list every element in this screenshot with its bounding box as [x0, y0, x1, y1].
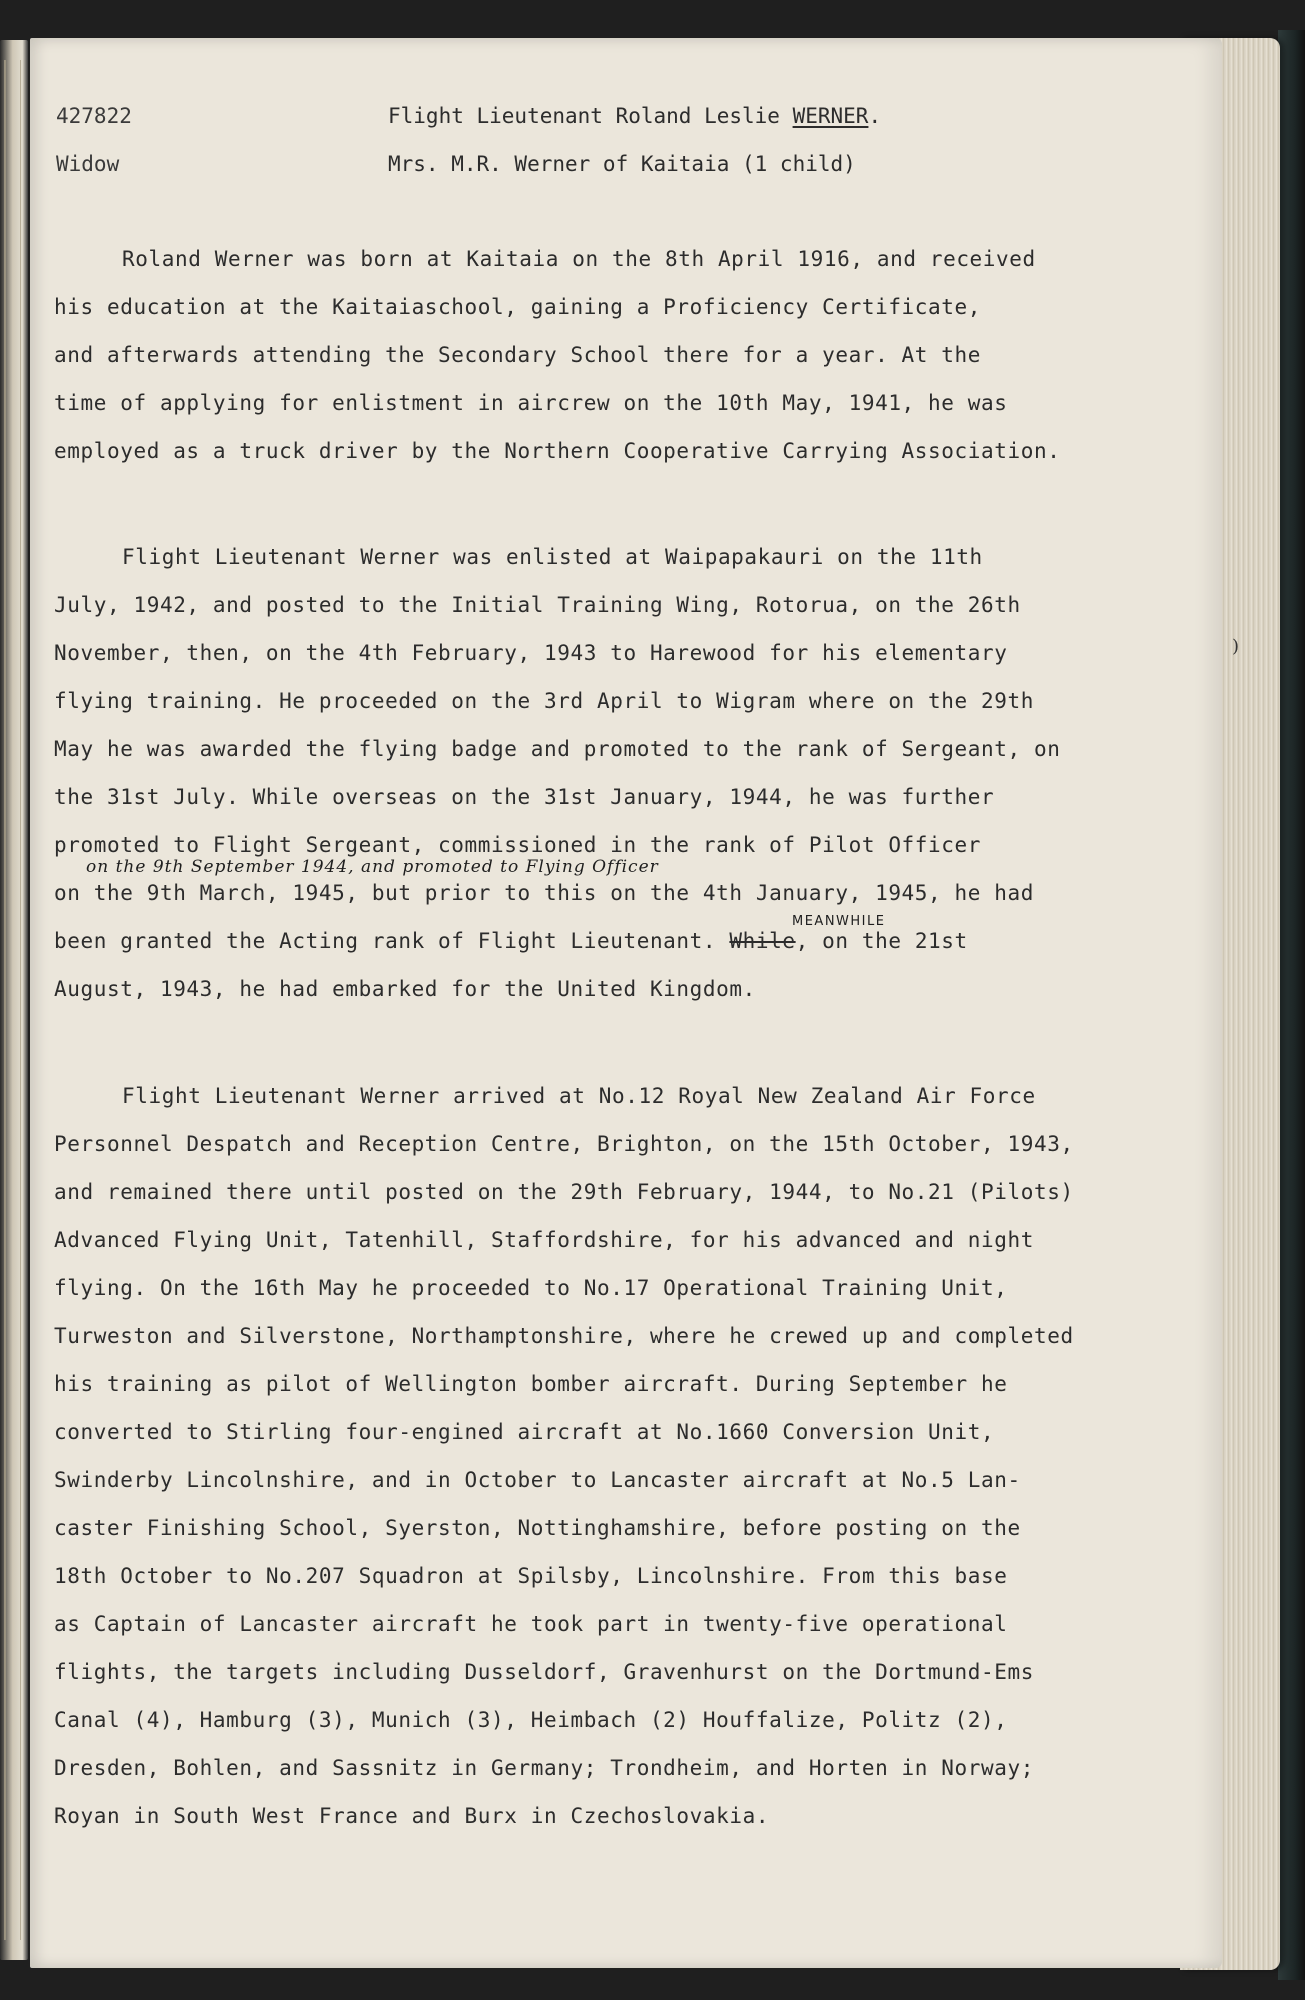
text-line: Canal (4), Hamburg (3), Munich (3), Heimbach (2) Houffalize, Politz (2), — [54, 1708, 1008, 1732]
handwritten-insertion: on the 9th September 1944, and promoted to Flying Officer — [86, 857, 659, 877]
text-line: and remained there until posted on the 29th February, 1944, to No.21 (Pilots) — [54, 1180, 1074, 1204]
text-line: August, 1943, he had embarked for the United Kingdom. — [54, 977, 756, 1001]
text-segment: , on the 21st — [795, 929, 968, 953]
text-line: Personnel Despatch and Reception Centre, Brighton, on the 15th October, 1943, — [54, 1132, 1074, 1156]
text-line: flying. On the 16th May he proceeded to No.17 Operational Training Unit, — [54, 1276, 1008, 1300]
text-line: as Captain of Lancaster aircraft he took part in twenty-five operational — [54, 1612, 1008, 1636]
text-line — [54, 929, 968, 953]
struck-word: While — [729, 929, 796, 953]
text-line: Swinderby Lincolnshire, and in October to Lancaster aircraft at No.5 Lan- — [54, 1468, 1021, 1492]
text-line: November, then, on the 4th February, 1943 to Harewood for his elementary — [54, 641, 1008, 665]
left-page-fold — [4, 60, 21, 1940]
text-line: converted to Stirling four-engined aircraft at No.1660 Conversion Unit, — [54, 1420, 995, 1444]
text-line: promoted to Flight Sergeant, commissioned in the rank of Pilot Officer — [54, 833, 982, 857]
text-line: Royan in South West France and Burx in Czechoslovakia. — [54, 1804, 770, 1828]
title-surname: WERNER — [792, 104, 869, 128]
text-line: his training as pilot of Wellington bomber aircraft. During September he — [54, 1372, 1008, 1396]
next-of-kin-label: Widow — [56, 152, 120, 176]
text-line: time of applying for enlistment in aircrew on the 10th May, 1941, he was — [54, 391, 1008, 415]
text-line: flying training. He proceeded on the 3rd April to Wigram where on the 29th — [54, 689, 1034, 713]
text-line: flights, the targets including Dusseldorf, Gravenhurst on the Dortmund-Ems — [54, 1660, 1034, 1684]
text-line: his education at the Kaitaiaschool, gaining a Proficiency Certificate, — [54, 295, 982, 319]
book-cover-edge — [1278, 30, 1305, 1980]
service-number: 427822 — [56, 104, 132, 128]
text-line: May he was awarded the flying badge and promoted to the rank of Sergeant, on — [54, 737, 1061, 761]
text-line: Flight Lieutenant Werner arrived at No.12 Royal New Zealand Air Force — [122, 1084, 1036, 1108]
document-page — [30, 38, 1222, 1968]
text-line: employed as a truck driver by the Northern Cooperative Carrying Association. — [54, 439, 1061, 463]
page-title — [388, 104, 881, 128]
text-line: 18th October to No.207 Squadron at Spilsby, Lincolnshire. From this base — [54, 1564, 1008, 1588]
text-segment: been granted the Acting rank of Flight Lieutenant. — [54, 929, 730, 953]
text-line: July, 1942, and posted to the Initial Training Wing, Rotorua, on the 26th — [54, 593, 1021, 617]
page-edge-mark: ) — [1232, 636, 1240, 657]
title-suffix: . — [868, 104, 882, 128]
text-line: the 31st July. While overseas on the 31st January, 1944, he was further — [54, 785, 995, 809]
text-line: caster Finishing School, Syerston, Nottinghamshire, before posting on the — [54, 1516, 1021, 1540]
text-line: and afterwards attending the Secondary School there for a year. At the — [54, 343, 982, 367]
text-line: Dresden, Bohlen, and Sassnitz in Germany; Trondheim, and Horten in Norway; — [54, 1756, 1034, 1780]
next-of-kin: Mrs. M.R. Werner of Kaitaia (1 child) — [388, 152, 856, 176]
text-line: Flight Lieutenant Werner was enlisted at Waipapakauri on the 11th — [122, 545, 983, 569]
title-name: Flight Lieutenant Roland Leslie — [388, 104, 793, 128]
text-line: Advanced Flying Unit, Tatenhill, Staffordshire, for his advanced and night — [54, 1228, 1034, 1252]
handwritten-correction: MEANWHILE — [792, 914, 886, 929]
text-line: on the 9th March, 1945, but prior to this on the 4th January, 1945, he had — [54, 881, 1034, 905]
text-line: Roland Werner was born at Kaitaia on the 8th April 1916, and received — [122, 247, 1036, 271]
text-line: Turweston and Silverstone, Northamptonshire, where he crewed up and completed — [54, 1324, 1074, 1348]
